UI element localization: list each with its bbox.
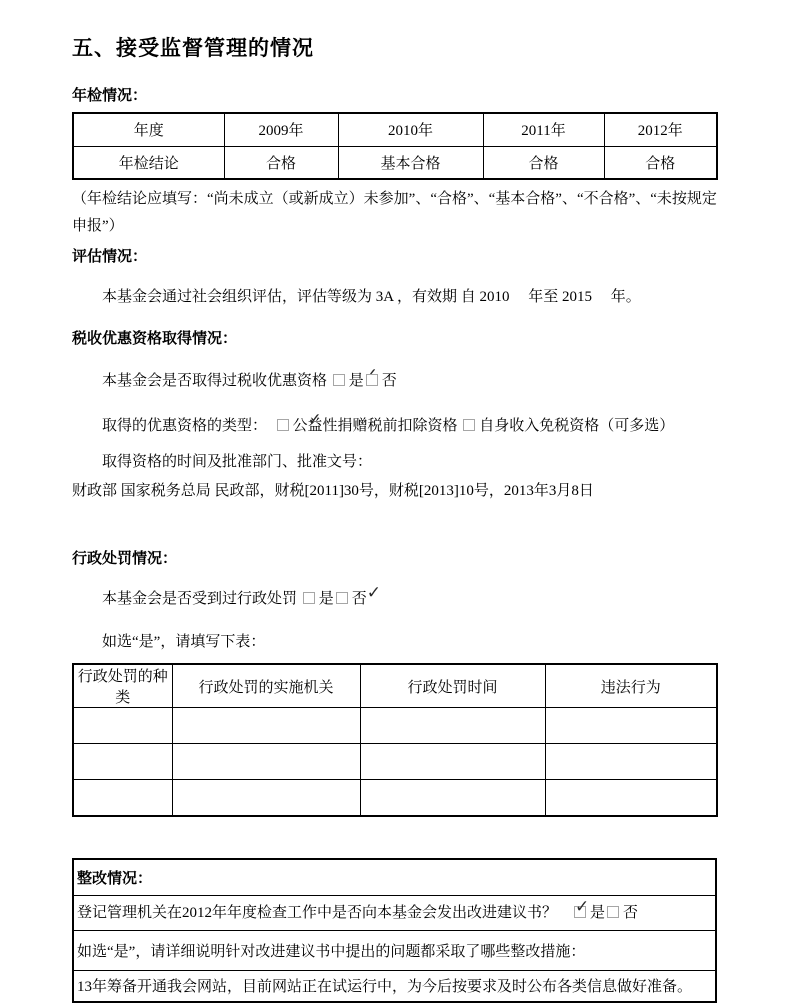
- empty-cell[interactable]: [172, 708, 360, 744]
- rectification-answer: 13年筹备开通我会网站，目前网站正在试运行中，为今后按要求及时公布各类信息做好准备。: [73, 971, 716, 1002]
- table-row: [73, 931, 716, 971]
- no-label: 否: [381, 373, 397, 389]
- no-checkbox[interactable]: [336, 592, 348, 604]
- year-cell: 2011年: [483, 113, 604, 146]
- penalty-violation-header: 违法行为: [545, 664, 717, 708]
- question-text: 本基金会是否取得过税收优惠资格: [102, 373, 328, 389]
- annual-inspection-table: [72, 112, 718, 180]
- rectification-instruction: 如选“是”，请详细说明针对改进建议书中提出的问题都采取了哪些整改措施：: [73, 931, 716, 971]
- penalty-question: [72, 589, 717, 609]
- empty-cell[interactable]: [360, 780, 545, 816]
- penalty-heading: 行政处罚情况：: [72, 549, 178, 567]
- tax-eligibility-question: [72, 371, 717, 391]
- empty-cell[interactable]: [73, 708, 172, 744]
- empty-cell[interactable]: [172, 780, 360, 816]
- no-checkbox[interactable]: [607, 906, 619, 918]
- table-row: [73, 113, 717, 146]
- page-title: 五、接受监督管理的情况: [72, 36, 314, 60]
- penalty-table: [72, 663, 718, 817]
- penalty-type-header: 行政处罚的种类: [73, 664, 172, 708]
- annual-inspection-heading: 年检情况：: [72, 86, 148, 104]
- evaluation-text: 本基金会通过社会组织评估，评估等级为 3A ，有效期 自 2010 年至 2015 年。: [102, 289, 641, 305]
- yes-label: 是: [590, 905, 606, 921]
- empty-cell[interactable]: [360, 744, 545, 780]
- table-row: [73, 780, 717, 816]
- table-row: [73, 708, 717, 744]
- yes-checkbox[interactable]: [303, 592, 315, 604]
- penalty-agency-header: 行政处罚的实施机关: [172, 664, 360, 708]
- yes-label: 是: [318, 591, 334, 607]
- approval-time-value: 财政部 国家税务总局 民政部，财税[2011]30号，财税[2013]10号，2013年3月8日: [72, 483, 594, 499]
- conclusion-cell: 合格: [604, 146, 717, 179]
- question-text: 登记管理机关在2012年年度检查工作中是否向本基金会发出改进建议书？: [77, 905, 573, 921]
- yes-checkbox[interactable]: [333, 374, 345, 386]
- penalty-fill-hint: 如选“是”，请填写下表：: [102, 634, 266, 650]
- approval-time-label: 取得资格的时间及批准部门、批准文号：: [102, 454, 373, 470]
- empty-cell[interactable]: [172, 744, 360, 780]
- empty-cell[interactable]: [545, 780, 717, 816]
- question-text: 本基金会是否受到过行政处罚: [102, 591, 298, 607]
- empty-cell[interactable]: [545, 744, 717, 780]
- empty-cell[interactable]: [360, 708, 545, 744]
- rectification-table: [72, 858, 717, 1003]
- tax-type-question: [72, 416, 717, 436]
- conclusion-cell: 合格: [483, 146, 604, 179]
- no-checkbox[interactable]: [366, 374, 378, 386]
- year-cell: 2012年: [604, 113, 717, 146]
- empty-cell[interactable]: [73, 744, 172, 780]
- year-cell: 2010年: [338, 113, 483, 146]
- tax-heading: 税收优惠资格取得情况：: [72, 329, 238, 347]
- evaluation-heading: 评估情况：: [72, 247, 148, 265]
- year-label-cell: 年度: [73, 113, 224, 146]
- conclusion-cell: 基本合格: [338, 146, 483, 179]
- table-header-row: [73, 664, 717, 708]
- deduction-checkbox[interactable]: [277, 419, 289, 431]
- exemption-checkbox[interactable]: [463, 419, 475, 431]
- question-text: 取得的优惠资格的类型：: [102, 418, 275, 434]
- annual-inspection-note: （年检结论应填写：“尚未成立（或新成立）未参加”、“合格”、“基本合格”、“不合格”、“未按规定申报”）: [72, 191, 717, 234]
- no-label: 否: [623, 905, 639, 921]
- conclusion-label-cell: 年检结论: [73, 146, 224, 179]
- penalty-time-header: 行政处罚时间: [360, 664, 545, 708]
- yes-checkbox[interactable]: [574, 906, 586, 918]
- empty-cell[interactable]: [545, 708, 717, 744]
- table-row: [73, 971, 716, 1002]
- deduction-label: 公益性捐赠税前扣除资格: [292, 418, 458, 434]
- year-cell: 2009年: [224, 113, 338, 146]
- table-row: [73, 146, 717, 179]
- table-row: [73, 896, 716, 931]
- exemption-label: 自身收入免税资格（可多选）: [479, 418, 675, 434]
- rectification-question-cell: [73, 896, 716, 931]
- table-row: [73, 859, 716, 896]
- empty-cell[interactable]: [73, 780, 172, 816]
- rectification-heading: 整改情况：: [73, 859, 716, 896]
- table-row: [73, 744, 717, 780]
- conclusion-cell: 合格: [224, 146, 338, 179]
